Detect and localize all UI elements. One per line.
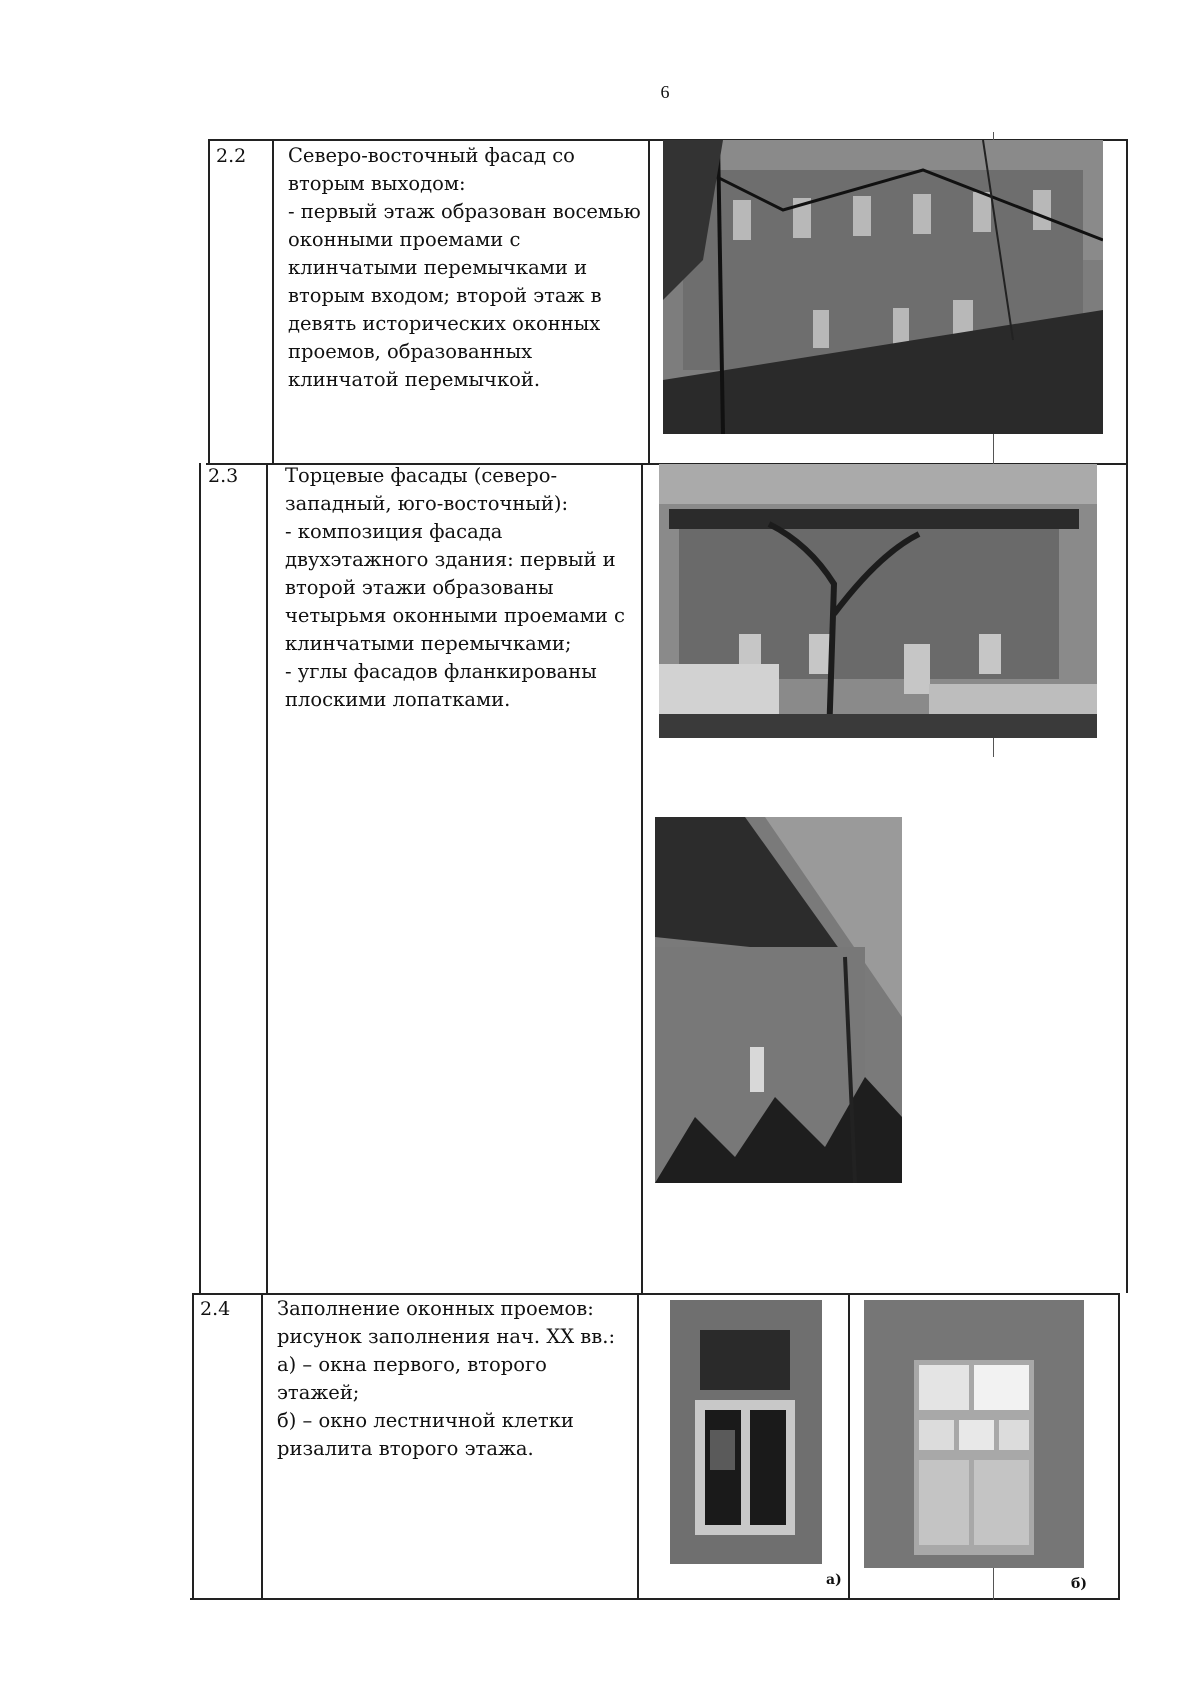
column-divider-number <box>272 139 274 463</box>
column-divider-photo <box>648 139 650 463</box>
column-divider-photo <box>641 463 643 1293</box>
description-line: вторым входом; второй этаж в <box>288 284 602 307</box>
description-line: рисунок заполнения нач. XX вв.: <box>277 1325 616 1348</box>
description-line: Северо-восточный фасад со <box>288 144 575 167</box>
row-number: 2.2 <box>216 145 247 167</box>
photo-caption-b: б) <box>1071 1576 1087 1592</box>
row-number: 2.3 <box>208 465 239 487</box>
description-line: плоскими лопатками. <box>285 688 511 711</box>
description-line: - первый этаж образован восемью <box>288 200 641 223</box>
table-border-right <box>1126 139 1128 1293</box>
row-description <box>285 462 625 714</box>
table-border-left <box>208 139 210 463</box>
photo-caption-a: а) <box>826 1572 842 1588</box>
end-facade-photo-side <box>655 817 902 1183</box>
window-photo-b <box>864 1300 1084 1568</box>
column-divider-photo <box>637 1293 639 1599</box>
description-line: проемов, образованных <box>288 340 533 363</box>
description-line: клинчатыми перемычками; <box>285 632 572 655</box>
description-line: клинчатыми перемычками и <box>288 256 588 279</box>
description-line: четырьмя оконными проемами с <box>285 604 625 627</box>
description-line: этажей; <box>277 1381 360 1404</box>
description-line: Торцевые фасады (северо- <box>285 464 558 487</box>
column-divider-number <box>266 463 268 1293</box>
description-line: девять исторических оконных <box>288 312 601 335</box>
description-line: а) – окна первого, второго <box>277 1353 547 1376</box>
page-number: 6 <box>660 82 670 102</box>
description-line: двухэтажного здания: первый и <box>285 548 616 571</box>
facade-photo-northeast <box>663 140 1103 434</box>
description-line: второй этажи образованы <box>285 576 554 599</box>
description-line: ризалита второго этажа. <box>277 1437 534 1460</box>
description-line: - композиция фасада <box>285 520 503 543</box>
description-line: б) – окно лестничной клетки <box>277 1409 574 1432</box>
row-description <box>288 142 641 394</box>
row-description <box>277 1295 615 1463</box>
table-border-left <box>192 1293 194 1599</box>
table-border-bottom <box>190 1598 1120 1600</box>
description-line: клинчатой перемычкой. <box>288 368 541 391</box>
description-line: оконными проемами с <box>288 228 521 251</box>
column-divider-number <box>261 1293 263 1599</box>
table-border-left <box>199 463 201 1293</box>
description-line: вторым выходом: <box>288 172 466 195</box>
window-photo-a <box>670 1300 822 1564</box>
description-line: западный, юго-восточный): <box>285 492 569 515</box>
row-number: 2.4 <box>200 1298 231 1320</box>
table-border-right <box>1118 1293 1120 1599</box>
description-line: Заполнение оконных проемов: <box>277 1297 594 1320</box>
description-line: - углы фасадов фланкированы <box>285 660 597 683</box>
end-facade-photo <box>659 464 1097 738</box>
photo-subdivider <box>848 1293 850 1599</box>
